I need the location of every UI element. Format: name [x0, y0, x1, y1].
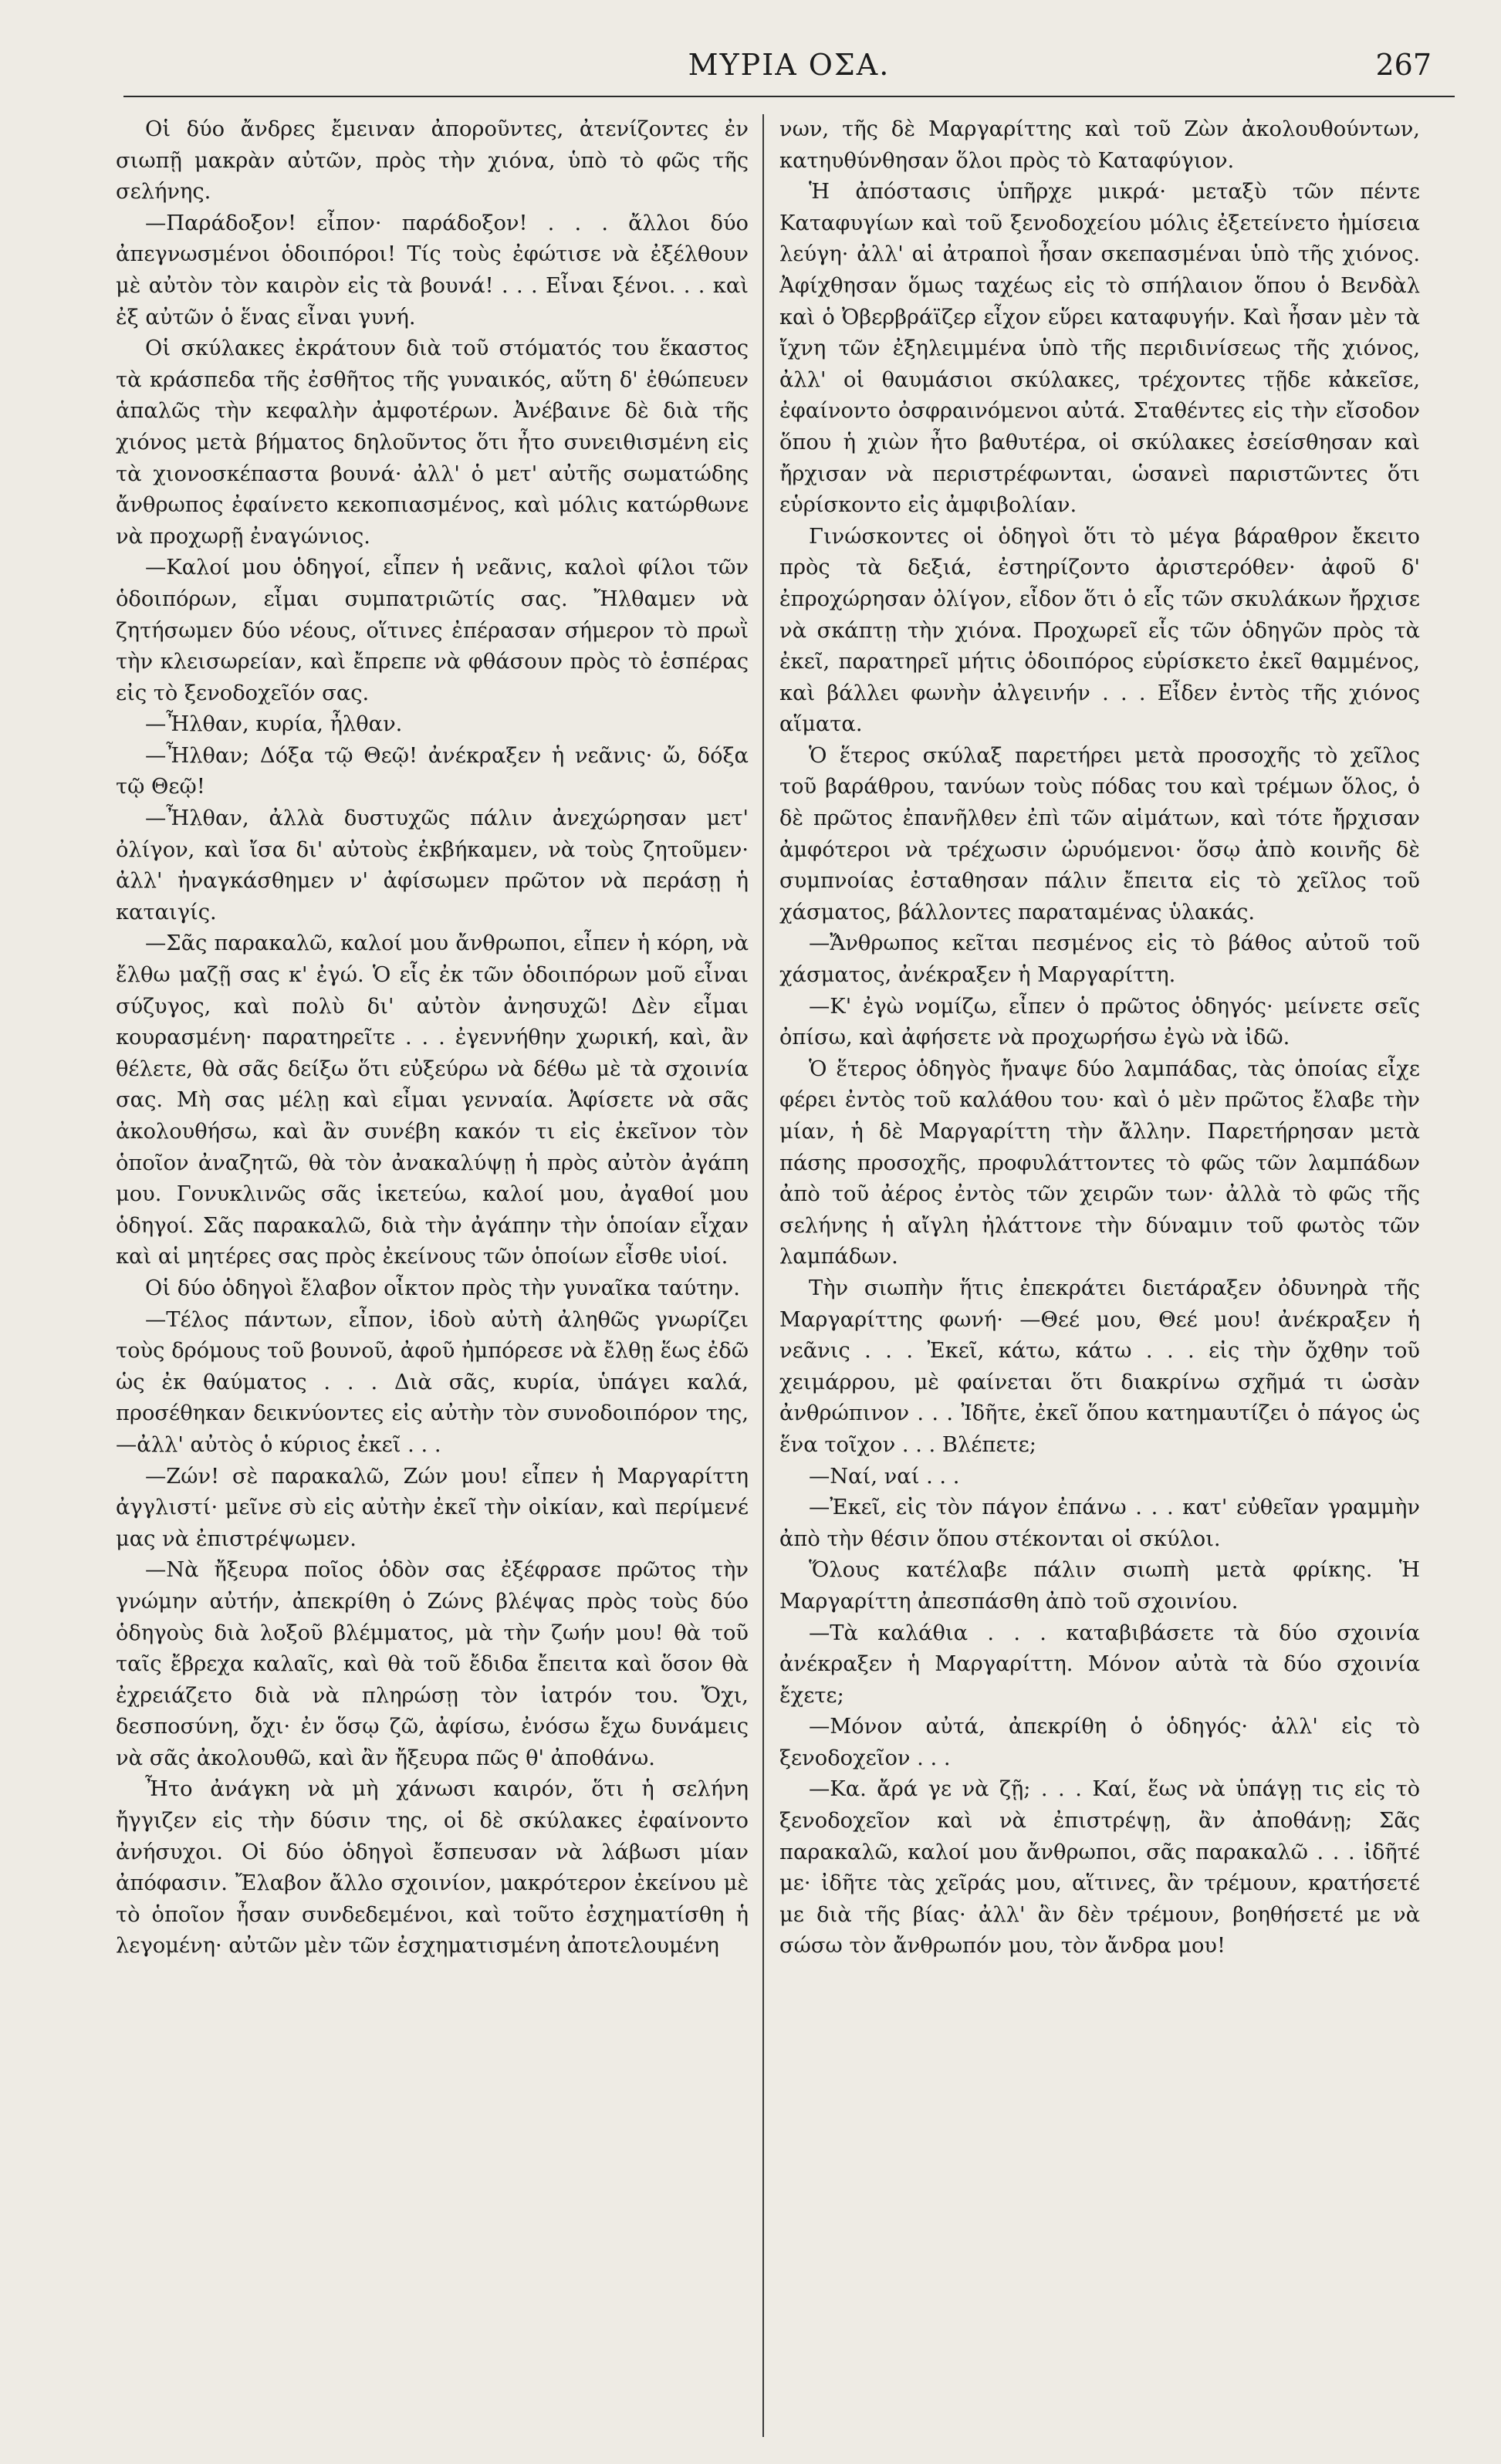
paragraph: —Νὰ ἤξευρα ποῖος ὁδὸν σας ἐξέφρασε πρῶτος τὴν γνώμην αὐτήν, ἀπεκρίθη ὁ Ζώνς βλέψας πρὸς τοὺς δύο ὁδηγοὺς διὰ λοξοῦ βλέμματος, μὰ τὴν ζωήν μου! θὰ τοῦ ταῖς ἔβρεχα καλαῖς, καὶ θὰ τοῦ ἔδιδα ἔπειτα καὶ ὅσον θὰ ἐχρειάζετο διὰ νὰ πληρώσῃ τὸν ἰατρόν του. Ὄχι, δεσποσύνη, ὄχι· ἐν ὅσῳ ζῶ, ἀφίσω, ἐνόσω ἔχω δυνάμεις νὰ σᾶς ἀκολουθῶ, καὶ ἂν ἤξευρα πῶς θ' ἀποθάνω. — [116, 1558, 749, 1770]
running-title: ΜΥΡΙΑ ΟΣΑ. — [688, 48, 891, 82]
paragraph: Ὁ ἕτερος ὁδηγὸς ἤναψε δύο λαμπάδας, τὰς ὁποίας εἶχε φέρει ἐντὸς τοῦ καλάθου του· καὶ ὁ μὲν πρῶτος ἔλαβε τὴν μίαν, ἡ δὲ Μαργαρίττη τὴν ἄλλην. Παρετήρησαν μετὰ πάσης προσοχῆς, προφυλάττοντες τὸ φῶς τῶν λαμπάδων ἀπὸ τοῦ ἀέρος ἐντὸς τῶν χειρῶν των· ἀλλὰ τὸ φῶς τῆς σελήνης ἡ αἴγλη ἠλάττονε τὴν δύναμιν τοῦ φωτὸς τῶν λαμπάδων. — [779, 1056, 1420, 1269]
paragraph: —Τέλος πάντων, εἶπον, ἰδοὺ αὐτὴ ἀληθῶς γνωρίζει τοὺς δρόμους τοῦ βουνοῦ, ἀφοῦ ἠμπόρεσε νὰ ἔλθῃ ἕως ἐδῶ ὡς ἐκ θαύματος . . . Διὰ σᾶς, κυρία, ὑπάγει καλά, προσέθηκαν δεικνύοντες εἰς αὐτὴν τὸν συνοδοιπόρον της, —ἀλλ' αὐτὸς ὁ κύριος ἐκεῖ . . . — [116, 1307, 749, 1457]
paragraph: Οἱ σκύλακες ἐκράτουν διὰ τοῦ στόματός του ἕκαστος τὰ κράσπεδα τῆς ἐσθῆτος τῆς γυναικός, αὕτη δ' ἐθώπευεν ἁπαλῶς τὴν κεφαλὴν ἀμφοτέρων. Ἀνέβαινε δὲ διὰ τῆς χιόνος μετὰ βήματος δηλοῦντος ὅτι ἦτο συνειθισμένη εἰς τὰ χιονοσκέπαστα βουνά· ἀλλ' ὁ μετ' αὐτῆς σωματώδης ἄνθρωπος ἐφαίνετο κεκοπιασμένος, καὶ μόλις κατώρθωνε νὰ προχωρῇ ἐναγώνιος. — [116, 336, 749, 549]
paragraph: —Ἄνθρωπος κεῖται πεσμένος εἰς τὸ βάθος αὐτοῦ τοῦ χάσματος, ἀνέκραξεν ἡ Μαργαρίττη. — [779, 931, 1420, 988]
paragraph: —Κ' ἐγὼ νομίζω, εἶπεν ὁ πρῶτος ὁδηγός· μείνετε σεῖς ὀπίσω, καὶ ἀφήσετε νὰ προχωρήσω ἐγὼ νὰ ἰδῶ. — [779, 994, 1420, 1050]
paragraph: —Κα. ἄρά γε νὰ ζῇ; . . . Καί, ἕως νὰ ὑπάγῃ τις εἰς τὸ ξενοδοχεῖον καὶ νὰ ἐπιστρέψῃ, ἂν ἀποθάνῃ; Σᾶς παρακαλῶ, καλοί μου ἄνθρωποι, σᾶς παρακαλῶ . . . ἰδῆτέ με· ἰδῆτε τὰς χεῖράς μου, αἵτινες, ἂν τρέμουν, κρατήσετέ με διὰ τῆς βίας· ἀλλ' ἂν δὲν τρέμουν, βοηθήσετέ με νὰ σώσω τὸν ἄνθρωπόν μου, τὸν ἄνδρα μου! — [779, 1777, 1420, 1959]
column-divider — [762, 114, 764, 2437]
paragraph: —Ναί, ναί . . . — [809, 1464, 960, 1489]
left-column — [116, 114, 749, 2422]
paragraph: νων, τῆς δὲ Μαργαρίττης καὶ τοῦ Ζὼν ἀκολουθούντων, κατηυθύνθησαν ὅλοι πρὸς τὸ Καταφύγιον. — [779, 117, 1420, 173]
paragraph: Τὴν σιωπὴν ἥτις ἐπεκράτει διετάραξεν ὀδυνηρὰ τῆς Μαργαρίττης φωνή· —Θεέ μου, Θεέ μου! ἀνέκραξεν ἡ νεᾶνις . . . Ἐκεῖ, κάτω, κάτω . . . εἰς τὴν ὄχθην τοῦ χειμάρρου, μὲ φαίνεται ὅτι διακρίνω σχῆμά τι ὡσὰν ἀνθρώπινον . . . Ἰδῆτε, ἐκεῖ ὅπου κατημαυτίζει ὁ πάγος ὡς ἕνα τοῖχον . . . Βλέπετε; — [779, 1276, 1420, 1457]
paragraph: —Καλοί μου ὁδηγοί, εἶπεν ἡ νεᾶνις, καλοὶ φίλοι τῶν ὁδοιπόρων, εἶμαι συμπατριῶτίς σας. Ἤλθαμεν νὰ ζητήσωμεν δύο νέους, οἵτινες ἐπέρασαν σήμερον τὸ πρωῒ τὴν κλεισωρείαν, καὶ ἔπρεπε νὰ φθάσουν πρὸς τὸ ἑσπέρας εἰς τὸ ξενοδοχεῖόν σας. — [116, 556, 749, 705]
paragraph: —Ἦλθαν; Δόξα τῷ Θεῷ! ἀνέκραξεν ἡ νεᾶνις· ὤ, δόξα τῷ Θεῷ! — [116, 743, 749, 799]
right-column — [779, 114, 1420, 2422]
paragraph: Οἱ δύο ὁδηγοὶ ἔλαβον οἶκτον πρὸς τὴν γυναῖκα ταύτην. — [145, 1276, 740, 1300]
paragraph: —Ζών! σὲ παρακαλῶ, Ζών μου! εἶπεν ἡ Μαργαρίττη ἀγγλιστί· μεῖνε σὺ εἰς αὐτὴν ἐκεῖ τὴν οἰκίαν, καὶ περίμενέ μας νὰ ἐπιστρέψωμεν. — [116, 1464, 749, 1551]
paragraph: —Ἐκεῖ, εἰς τὸν πάγον ἐπάνω . . . κατ' εὐθεῖαν γραμμὴν ἀπὸ τὴν θέσιν ὅπου στέκονται οἱ σκύλοι. — [779, 1496, 1420, 1551]
header-rule — [123, 96, 1455, 97]
paragraph: Ἡ ἀπόστασις ὑπῆρχε μικρά· μεταξὺ τῶν πέντε Καταφυγίων καὶ τοῦ ξενοδοχείου μόλις ἐξετείνετο ἡμίσεια λεύγη· ἀλλ' αἱ ἀτραποὶ ἦσαν σκεπασμέναι ὑπὸ τῆς χιόνος. Ἀφίχθησαν ὅμως ταχέως εἰς τὸ σπήλαιον ὅπου ὁ Βενδὰλ καὶ ὁ Ὀβερβράϊζερ εἶχον εὕρει καταφυγήν. Καὶ ἦσαν μὲν τὰ ἴχνη τῶν ἐξηλειμμένα ὑπὸ τῆς περιδινίσεως τῆς χιόνος, ἀλλ' οἱ θαυμάσιοι σκύλακες, τρέχοντες τῇδε κἀκεῖσε, ἐφαίνοντο ὀσφραινόμενοι αὐτά. Σταθέντες εἰς τὴν εἴσοδον ὅπου ἡ χιὼν ἦτο βαθυτέρα, οἱ σκύλακες ἐσείσθησαν καὶ ἤρχισαν νὰ περιστρέφωνται, ὡσανεὶ παριστῶντες ὅτι εὑρίσκοντο εἰς ἀμφιβολίαν. — [779, 180, 1420, 518]
paragraph: Ὁ ἕτερος σκύλαξ παρετήρει μετὰ προσοχῆς τὸ χεῖλος τοῦ βαράθρου, τανύων τοὺς πόδας του καὶ τρέμων ὅλος, ὁ δὲ πρῶτος ἐπανῆλθεν ἐπὶ τῶν αἱμάτων, καὶ τότε ἤρχισαν ἀμφότεροι νὰ τρέχωσιν ὠρυόμενοι· ὅσῳ ἀπὸ κοινῆς δὲ συμπνοίας ἐσταθησαν πάλιν ἔπειτα εἰς τὸ χεῖλος τοῦ χάσματος, βάλλοντες παραταμένας ὑλακάς. — [779, 743, 1420, 924]
paragraph: —Τὰ καλάθια . . . καταβιβάσετε τὰ δύο σχοινία ἀνέκραξεν ἡ Μαργαρίττη. Μόνον αὐτὰ τὰ δύο σχοινία ἔχετε; — [779, 1621, 1420, 1708]
paragraph: —Μόνον αὐτά, ἀπεκρίθη ὁ ὁδηγός· ἀλλ' εἰς τὸ ξενοδοχεῖον . . . — [779, 1715, 1420, 1770]
paragraph: —Παράδοξον! εἶπον· παράδοξον! . . . ἄλλοι δύο ἀπεγνωσμένοι ὁδοιπόροι! Τίς τοὺς ἐφώτισε νὰ ἐξέλθουν μὲ αὐτὸν τὸν καιρὸν εἰς τὰ βουνά! . . . Εἶναι ξένοι. . . καὶ ἐξ αὐτῶν ὁ ἕνας εἶναι γυνή. — [116, 211, 749, 330]
paragraph: Ἦτο ἀνάγκη νὰ μὴ χάνωσι καιρόν, ὅτι ἡ σελήνη ἤγγιζεν εἰς τὴν δύσιν της, οἱ δὲ σκύλακες ἐφαίνοντο ἀνήσυχοι. Οἱ δύο ὁδηγοὶ ἔσπευσαν νὰ λάβωσι μίαν ἀπόφασιν. Ἔλαβον ἄλλο σχοινίον, μακρότερον ἐκείνου μὲ τὸ ὁποῖον ἦσαν συνδεδεμένοι, καὶ τοῦτο ἐσχηματίσθη ἡ λεγομένη· αὐτῶν μὲν τῶν ἐσχηματισμένη ἀποτελουμένη — [116, 1777, 749, 1959]
page-header — [123, 48, 1455, 94]
paragraph: Οἱ δύο ἄνδρες ἔμειναν ἀποροῦντες, ἀτενίζοντες ἐν σιωπῇ μακρὰν αὐτῶν, πρὸς τὴν χιόνα, ὑπὸ τὸ φῶς τῆς σελήνης. — [116, 117, 749, 204]
paragraph: —Ἦλθαν, κυρία, ἦλθαν. — [145, 712, 403, 737]
paragraph: —Ἦλθαν, ἀλλὰ δυστυχῶς πάλιν ἀνεχώρησαν μετ' ὀλίγον, καὶ ἴσα δι' αὐτοὺς ἐκβήκαμεν, νὰ τοὺς ζητοῦμεν· ἀλλ' ἠναγκάσθημεν ν' ἀφίσωμεν πρῶτον νὰ περάσῃ ἡ καταιγίς. — [116, 806, 749, 924]
paragraph: —Σᾶς παρακαλῶ, καλοί μου ἄνθρωποι, εἶπεν ἡ κόρη, νὰ ἔλθω μαζῇ σας κ' ἐγώ. Ὁ εἷς ἐκ τῶν ὁδοιπόρων μοῦ εἶναι σύζυγος, καὶ πολὺ δι' αὐτὸν ἀνησυχῶ! Δὲν εἶμαι κουρασμένη· παρατηρεῖτε . . . ἐγεννήθην χωρική, καὶ, ἂν θέλετε, θὰ σᾶς δείξω ὅτι εὐξεύρω νὰ δέθω μὲ τὰ σχοινία σας. Μὴ σας μέλῃ καὶ εἶμαι γενναία. Ἀφίσετε νὰ σᾶς ἀκολουθήσω, καὶ ἂν συνέβη κακόν τι εἰς ἐκεῖνον τὸν ὁποῖον ἀναζητῶ, θὰ τὸν ἀνακαλύψῃ ἡ πρὸς αὐτὸν ἀγάπη μου. Γονυκλινῶς σᾶς ἱκετεύω, καλοί μου, ἀγαθοί μου ὁδηγοί. Σᾶς παρακαλῶ, διὰ τὴν ἀγάπην τὴν ὁποίαν εἶχαν καὶ αἱ μητέρες σας πρὸς ἐκείνους τῶν ὁποίων εἶσθε υἱοί. — [116, 931, 749, 1269]
paragraph: Γινώσκοντες οἱ ὁδηγοὶ ὅτι τὸ μέγα βάραθρον ἔκειτο πρὸς τὰ δεξιά, ἐστηρίζοντο ἀριστερόθεν· ἀφοῦ δ' ἐπροχώρησαν ὀλίγον, εἶδον ὅτι ὁ εἷς τῶν σκυλάκων ἤρχισε νὰ σκάπτῃ τὴν χιόνα. Προχωρεῖ εἷς τῶν ὁδηγῶν πρὸς τὰ ἐκεῖ, παρατηρεῖ μήτις ὁδοιπόρος εὑρίσκετο ἐκεῖ θαμμένος, καὶ βάλλει φωνὴν ἀλγεινήν . . . Εἶδεν ἐντὸς τῆς χιόνος αἵματα. — [779, 524, 1420, 737]
paragraph: Ὅλους κατέλαβε πάλιν σιωπὴ μετὰ φρίκης. Ἡ Μαργαρίττη ἀπεσπάσθη ἀπὸ τοῦ σχοινίου. — [779, 1558, 1420, 1614]
page-number: 267 — [1375, 48, 1432, 82]
